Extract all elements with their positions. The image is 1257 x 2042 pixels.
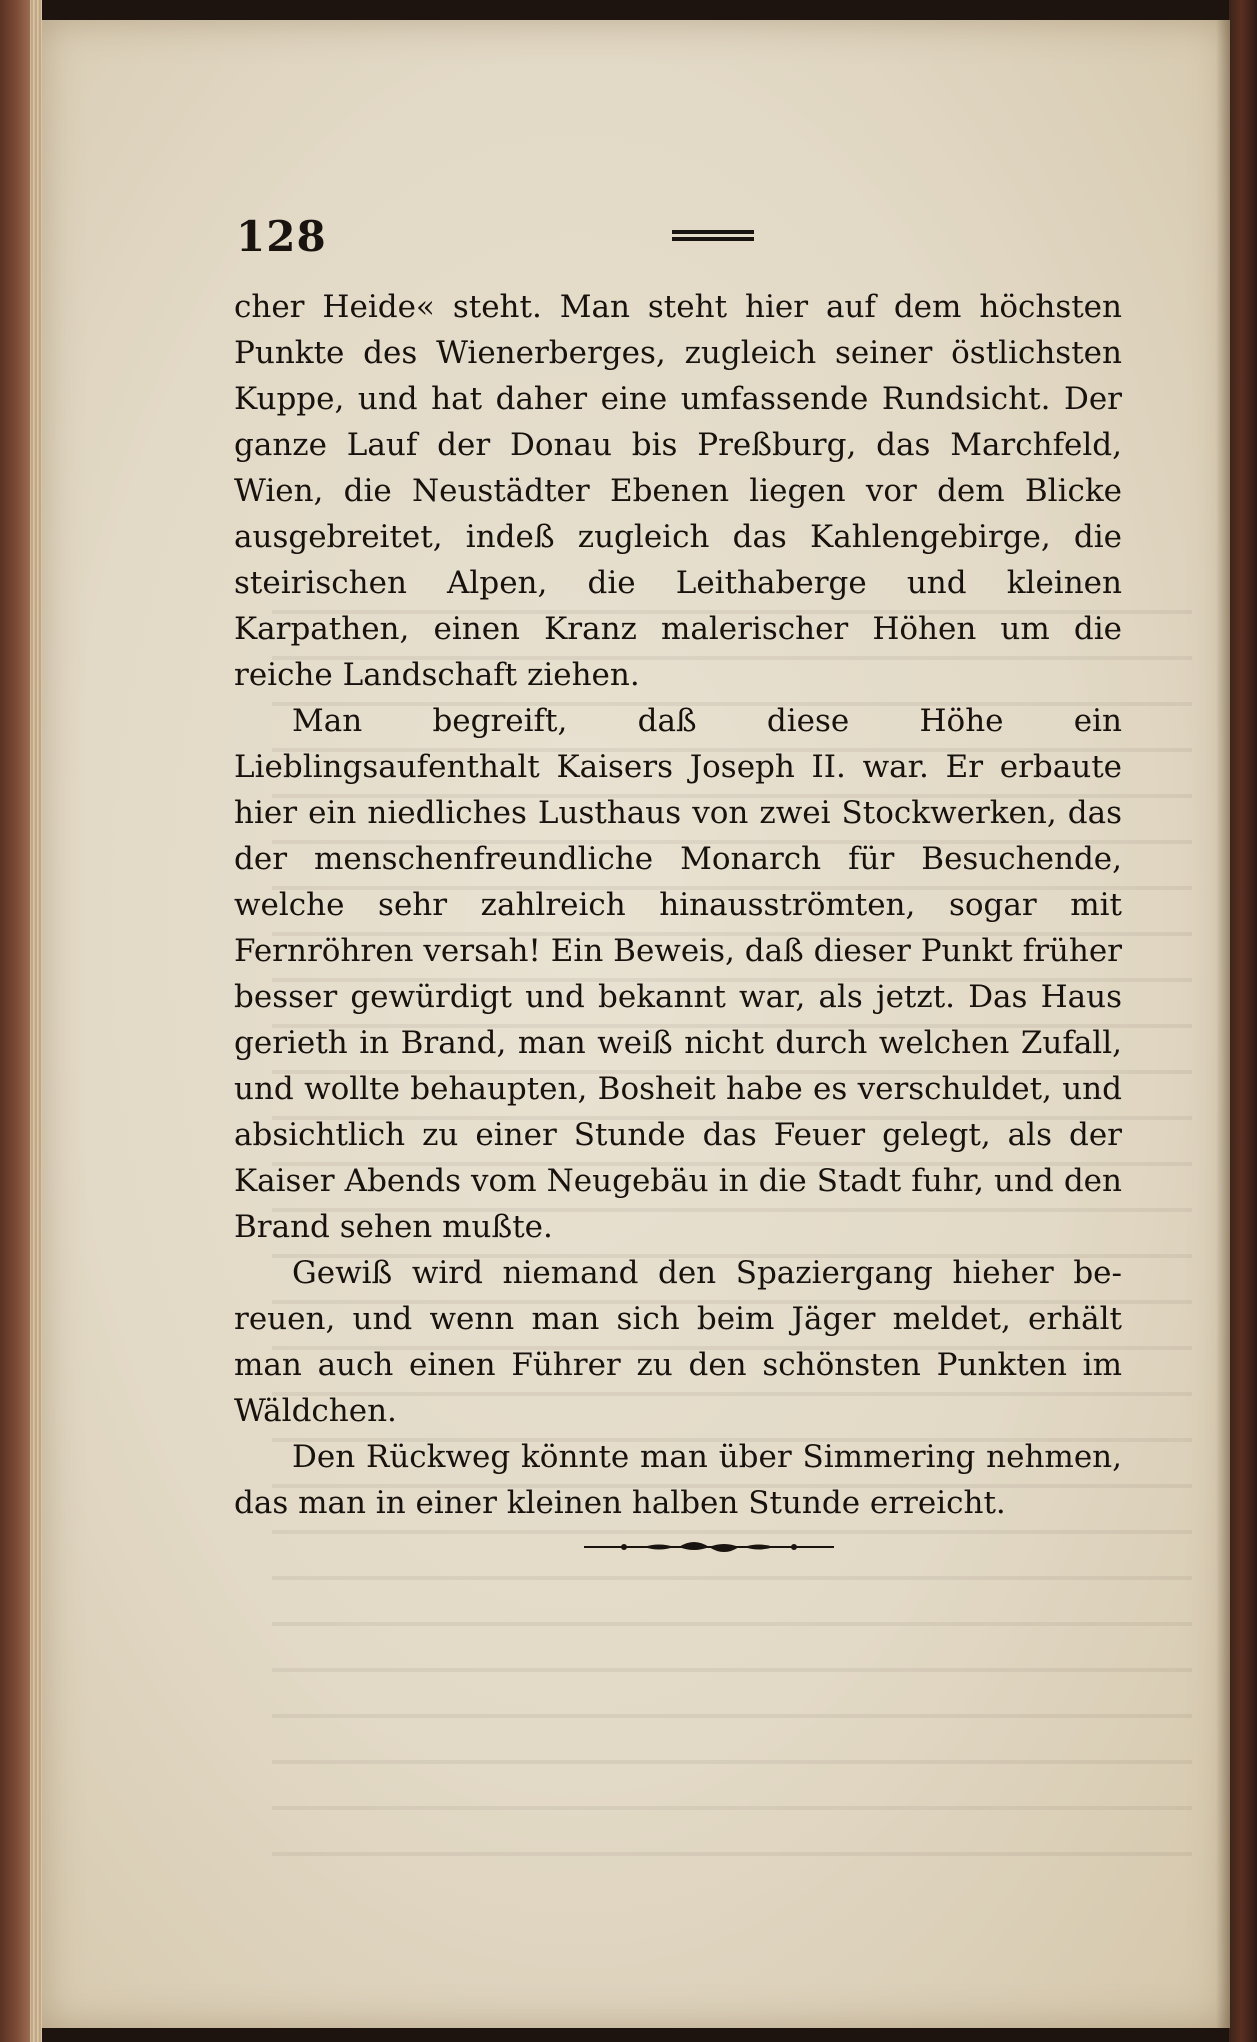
page-number: 128	[236, 212, 327, 261]
book-cover-right	[1229, 0, 1257, 2042]
paragraph-3: Gewiß wird niemand den Spaziergang hieher bereuen, und wenn man sich beim Jäger meldet, erhält man auch einen Führer zu den schönsten Punkten im Wäldchen.	[234, 1255, 1122, 1429]
body-text	[234, 284, 1122, 1526]
page-edges	[30, 0, 42, 2042]
paragraph-4: Den Rückweg könnte man über Simmering nehmen, das man in einer kleinen halben Stunde erreicht.	[234, 1439, 1122, 1521]
running-head	[236, 212, 756, 272]
paragraph-1: cher Heide« steht. Man steht hier auf dem höchsten Punkte des Wienerberges, zugleich seiner östlichsten Kuppe, und hat daher eine umfassende Rundsicht. Der ganze Lauf der Donau bis Preßburg, das Marchfeld, Wien, die Neustädter Ebenen liegen vor dem Blicke ausgebreitet, indeß zugleich das Kahlengebirge, die steirischen Alpen, die Leithaberge und kleinen Karpathen, einen Kranz malerischer Höhen um die reiche Landschaft ziehen.	[234, 289, 1122, 693]
double-rule-icon	[672, 230, 754, 244]
paragraph-2: Man begreift, daß diese Höhe ein Lieblingsaufenthalt Kaisers Joseph II. war. Er erbaute hier ein niedliches Lusthaus von zwei Stockwerken, das der menschenfreundliche Monarch für Besuchende, welche sehr zahlreich hinausströmten, sogar mit Fernröhren versah! Ein Beweis, daß dieser Punkt früher besser gewürdigt und bekannt war, als jetzt. Das Haus gerieth in Brand, man weiß nicht durch welchen Zufall, und wollte behaupten, Bosheit habe es verschuldet, und absichtlich zu einer Stunde das Feuer gelegt, als der Kaiser Abends vom Neugebäu in die Stadt fuhr, und den Brand sehen mußte.	[234, 703, 1122, 1245]
page-shadow	[1216, 20, 1230, 2028]
tailpiece-ornament-icon	[584, 1532, 834, 1562]
